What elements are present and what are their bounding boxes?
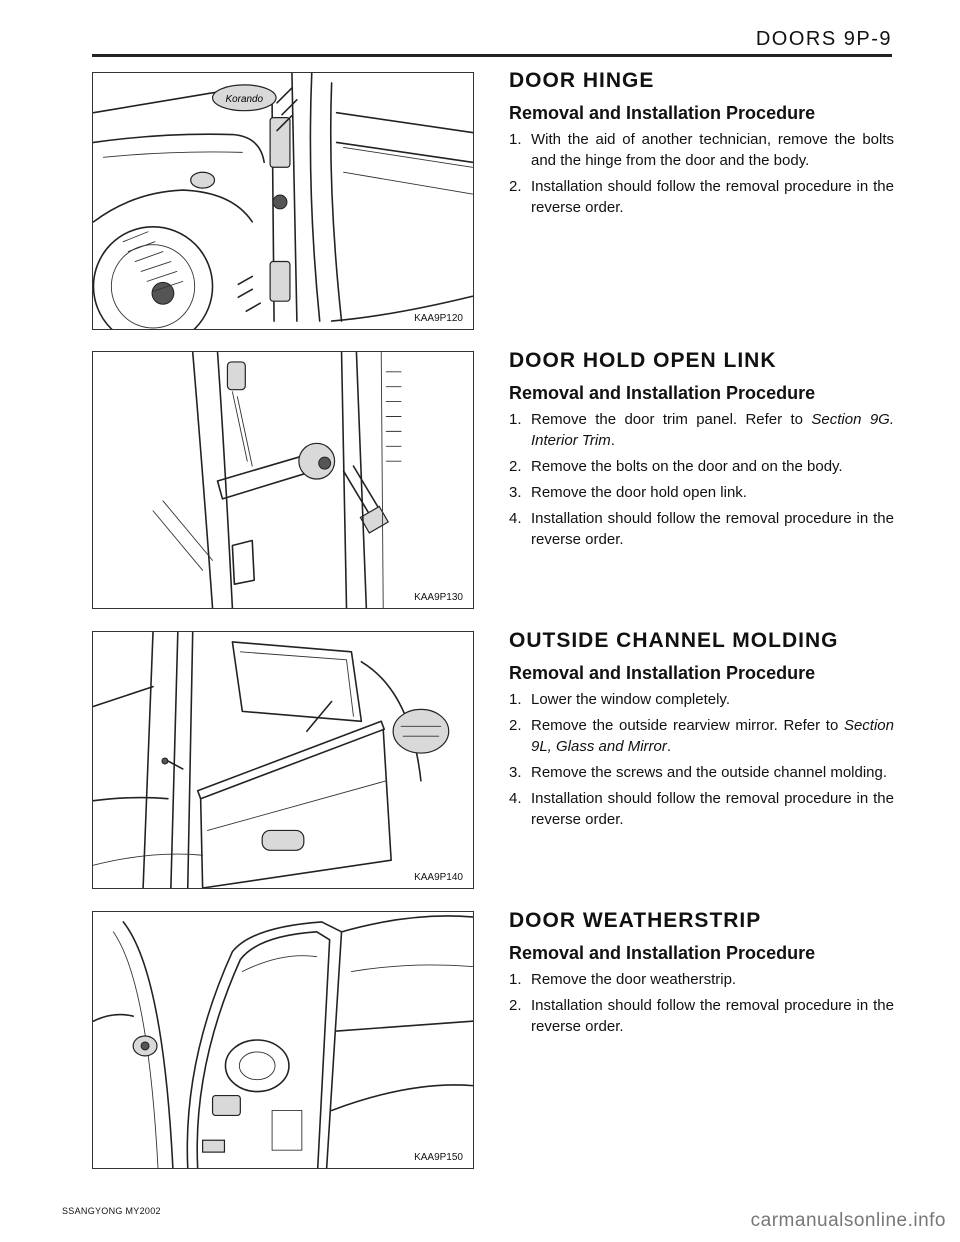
step-list	[509, 969, 894, 1037]
section-reference: Section 9L, Glass and Mirror	[531, 717, 894, 755]
step-number: 1.	[509, 411, 522, 428]
channel-molding-illustration	[93, 632, 473, 888]
step-number: 1.	[509, 691, 522, 708]
step-number: 4.	[509, 790, 522, 807]
section-subtitle: Removal and Installation Procedure	[509, 663, 816, 683]
step-item	[509, 995, 894, 1037]
step-number: 2.	[509, 997, 522, 1014]
step-item	[509, 456, 894, 477]
figure-code: KAA9P150	[414, 1152, 463, 1163]
figure-outside-channel-molding	[92, 631, 474, 889]
watermark-link[interactable]: carmanualsonline.info	[750, 1210, 946, 1231]
weatherstrip-illustration	[93, 912, 473, 1168]
section-door-hinge	[509, 68, 894, 223]
section-title: DOOR HOLD OPEN LINK	[509, 349, 777, 372]
step-text: Remove the door hold open link.	[531, 484, 747, 501]
step-number: 1.	[509, 971, 522, 988]
step-item	[509, 482, 894, 503]
step-number: 2.	[509, 717, 522, 734]
step-item	[509, 689, 894, 710]
section-reference: Section 9G. Interior Trim	[531, 411, 894, 449]
section-outside-channel-molding	[509, 628, 894, 835]
step-text: Remove the door trim panel. Refer to Section 9G. Interior Trim.	[531, 411, 894, 449]
section-door-weatherstrip	[509, 908, 894, 1042]
step-text: Remove the screws and the outside channel molding.	[531, 764, 888, 781]
step-item	[509, 969, 894, 990]
step-number: 3.	[509, 764, 522, 781]
page-header: DOORS 9P-9	[755, 28, 892, 50]
channel-molding	[198, 721, 385, 798]
step-item	[509, 715, 894, 757]
door-hinge-illustration	[93, 73, 473, 329]
step-item	[509, 176, 894, 218]
step-number: 1.	[509, 131, 522, 148]
step-item	[509, 788, 894, 830]
step-text: Installation should follow the removal procedure in the reverse order.	[531, 790, 894, 828]
header-rule	[92, 54, 892, 57]
section-title: DOOR WEATHERSTRIP	[509, 909, 762, 932]
step-list	[509, 409, 894, 550]
step-item	[509, 508, 894, 550]
step-item	[509, 762, 894, 783]
section-subtitle: Removal and Installation Procedure	[509, 103, 816, 123]
step-item	[509, 129, 894, 171]
step-number: 2.	[509, 178, 522, 195]
figure-code: KAA9P130	[414, 592, 463, 603]
step-item	[509, 409, 894, 451]
step-text: Remove the bolts on the door and on the body.	[531, 458, 843, 475]
section-subtitle: Removal and Installation Procedure	[509, 943, 816, 963]
badge-text: Korando	[225, 93, 264, 105]
section-door-hold-open-link	[509, 348, 894, 555]
door-link-illustration	[93, 352, 473, 608]
step-number: 2.	[509, 458, 522, 475]
figure-door-hinge	[92, 72, 474, 330]
step-text: Installation should follow the removal procedure in the reverse order.	[531, 997, 894, 1035]
figure-door-weatherstrip	[92, 911, 474, 1169]
step-text: Remove the outside rearview mirror. Refer to Section 9L, Glass and Mirror.	[531, 717, 894, 755]
figure-code: KAA9P140	[414, 872, 463, 883]
figure-door-hold-open-link	[92, 351, 474, 609]
figure-code: KAA9P120	[414, 313, 463, 324]
step-list	[509, 129, 894, 218]
step-text: Remove the door weatherstrip.	[531, 971, 737, 988]
step-text: Installation should follow the removal procedure in the reverse order.	[531, 510, 894, 548]
step-text: Installation should follow the removal procedure in the reverse order.	[531, 178, 894, 216]
step-number: 4.	[509, 510, 522, 527]
step-number: 3.	[509, 484, 522, 501]
section-title: OUTSIDE CHANNEL MOLDING	[509, 629, 839, 652]
step-text: Lower the window completely.	[531, 691, 730, 708]
footer-brand-year: SSANGYONG MY2002	[62, 1206, 161, 1216]
step-list	[509, 689, 894, 830]
step-text: With the aid of another technician, remove the bolts and the hinge from the door and the body.	[531, 131, 894, 169]
section-subtitle: Removal and Installation Procedure	[509, 383, 816, 403]
section-title: DOOR HINGE	[509, 69, 655, 92]
